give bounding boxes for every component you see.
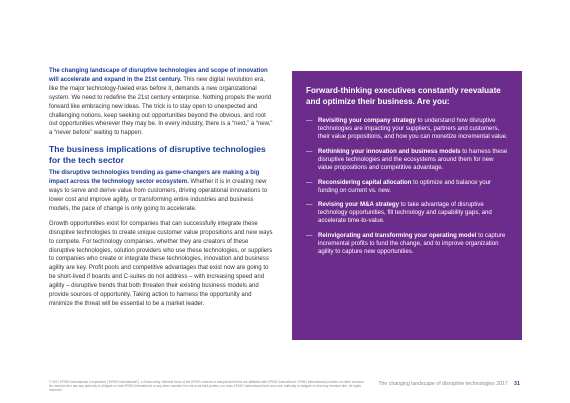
callout-item-strong: Revisiting your company strategy — [318, 117, 416, 125]
intro-body: This new digital revolution era, like the major technology-fueled eras before it, demands a new organizational system. We need to redefine the 21st century enterprise. Nothing propels the world forward like embracing new ideas. The trick is to stay open to unexpected and challenging notions, keep seeking out opportunities beyond the obvious, and root out opportunities wherever they may be. In every industry, there is a “next,” a “new,” a “never before” waiting to happen. — [49, 76, 273, 137]
legal-line: © 2017 KPMG International Cooperative (“KPMG International”), a Swiss entity. Member firms of the KPMG network of independent firms are affiliated with KPMG International. KPMG International provides no client services. — [49, 380, 365, 384]
report-title: The changing landscape of disruptive technologies 2017 — [378, 381, 508, 387]
callout-heading: Forward-thinking executives constantly reevaluate and optimize their business. Are you: — [306, 86, 501, 106]
section-paragraph — [49, 169, 273, 214]
growth-paragraph: Growth opportunities exist for companies that can successfully integrate these disruptive technologies to create unique customer value propositions and new ways to compete. For technology companies, whether they are creators of these disruptive technologies, solution providers who use these technologies, or suppliers to companies who create or integrate these technologies, innovation and business agility are key. Profit pools and competitive advantages that exist now are going to be short-lived if boards and C-suites do not address – with increasing speed and agility – disruptive trends that both threaten their existing business models and provide sources of opportunity. Taking action to harness the opportunity and minimize the threat will be essential to be a market leader. — [49, 220, 273, 307]
section-lead: The disruptive technologies trending as game-changers are making a big impact across the technology sector ecosystem. — [49, 170, 260, 186]
callout-box — [292, 71, 522, 340]
footer-legal — [49, 380, 369, 393]
callout-item-rest: to harness these disruptive technologies and the ecosystems around them for new value propositions and competitive advantage. — [318, 147, 508, 171]
section-heading: The business implications of disruptive technologies for the tech sector — [49, 144, 266, 165]
intro-lead: The changing landscape of disruptive technologies and scope of innovation will accelerate and expand in the 21st century. — [49, 68, 268, 83]
callout-item-text — [318, 232, 509, 256]
section-body: Whether it is in creating new ways to serve and derive value from customers, driving operational innovations to lower cost and improve agility, or transforming entire industries and business models, the pace of change is only going to accelerate. — [49, 179, 268, 212]
callout-item-strong: Rethinking your innovation and business models — [318, 147, 461, 155]
callout-item-text — [318, 148, 509, 172]
callout-item-rest: to take advantage of disruptive technology opportunities, fill technology and capability gaps, and accelerate time-to-value. — [318, 201, 492, 225]
callout-item-strong: Reinvigorating and transforming your operating model — [318, 232, 477, 240]
callout-item — [306, 148, 509, 172]
callout-item — [306, 117, 509, 141]
callout-item-text — [318, 201, 509, 225]
dash-bullet: — — [306, 232, 313, 240]
callout-item-rest: to understand how disruptive technologies are impacting your suppliers, partners and customers, their value propositions, and how you can monetize incremental value. — [318, 117, 508, 140]
callout-item — [306, 201, 509, 225]
callout-item — [306, 232, 509, 256]
intro-paragraph — [49, 67, 273, 138]
callout-item-text — [318, 117, 509, 141]
callout-item-rest: to optimize and balance your funding on current vs. new. — [318, 178, 492, 194]
legal-line: No member firm has any authority to obligate or bind KPMG International or any other member firm vis-à-vis third parties, nor does KPMG International have any such authority to obligate or bind any member firm. All rights reserved. — [49, 384, 361, 393]
left-column — [49, 67, 273, 315]
callout-item-strong: Revising your M&A strategy — [318, 201, 400, 209]
footer-right — [378, 381, 520, 387]
page-number: 31 — [513, 381, 520, 387]
callout-item-rest: to capture incremental profits to fund the change, and to improve organization agility to capture new opportunities. — [318, 232, 506, 255]
callout-item-strong: Reconsidering capital allocation — [318, 178, 412, 186]
callout-item-text — [318, 179, 509, 195]
dash-bullet: — — [306, 117, 313, 125]
dash-bullet: — — [306, 178, 313, 186]
callout-item — [306, 179, 509, 195]
dash-bullet: — — [306, 147, 313, 155]
dash-bullet: — — [306, 201, 313, 209]
